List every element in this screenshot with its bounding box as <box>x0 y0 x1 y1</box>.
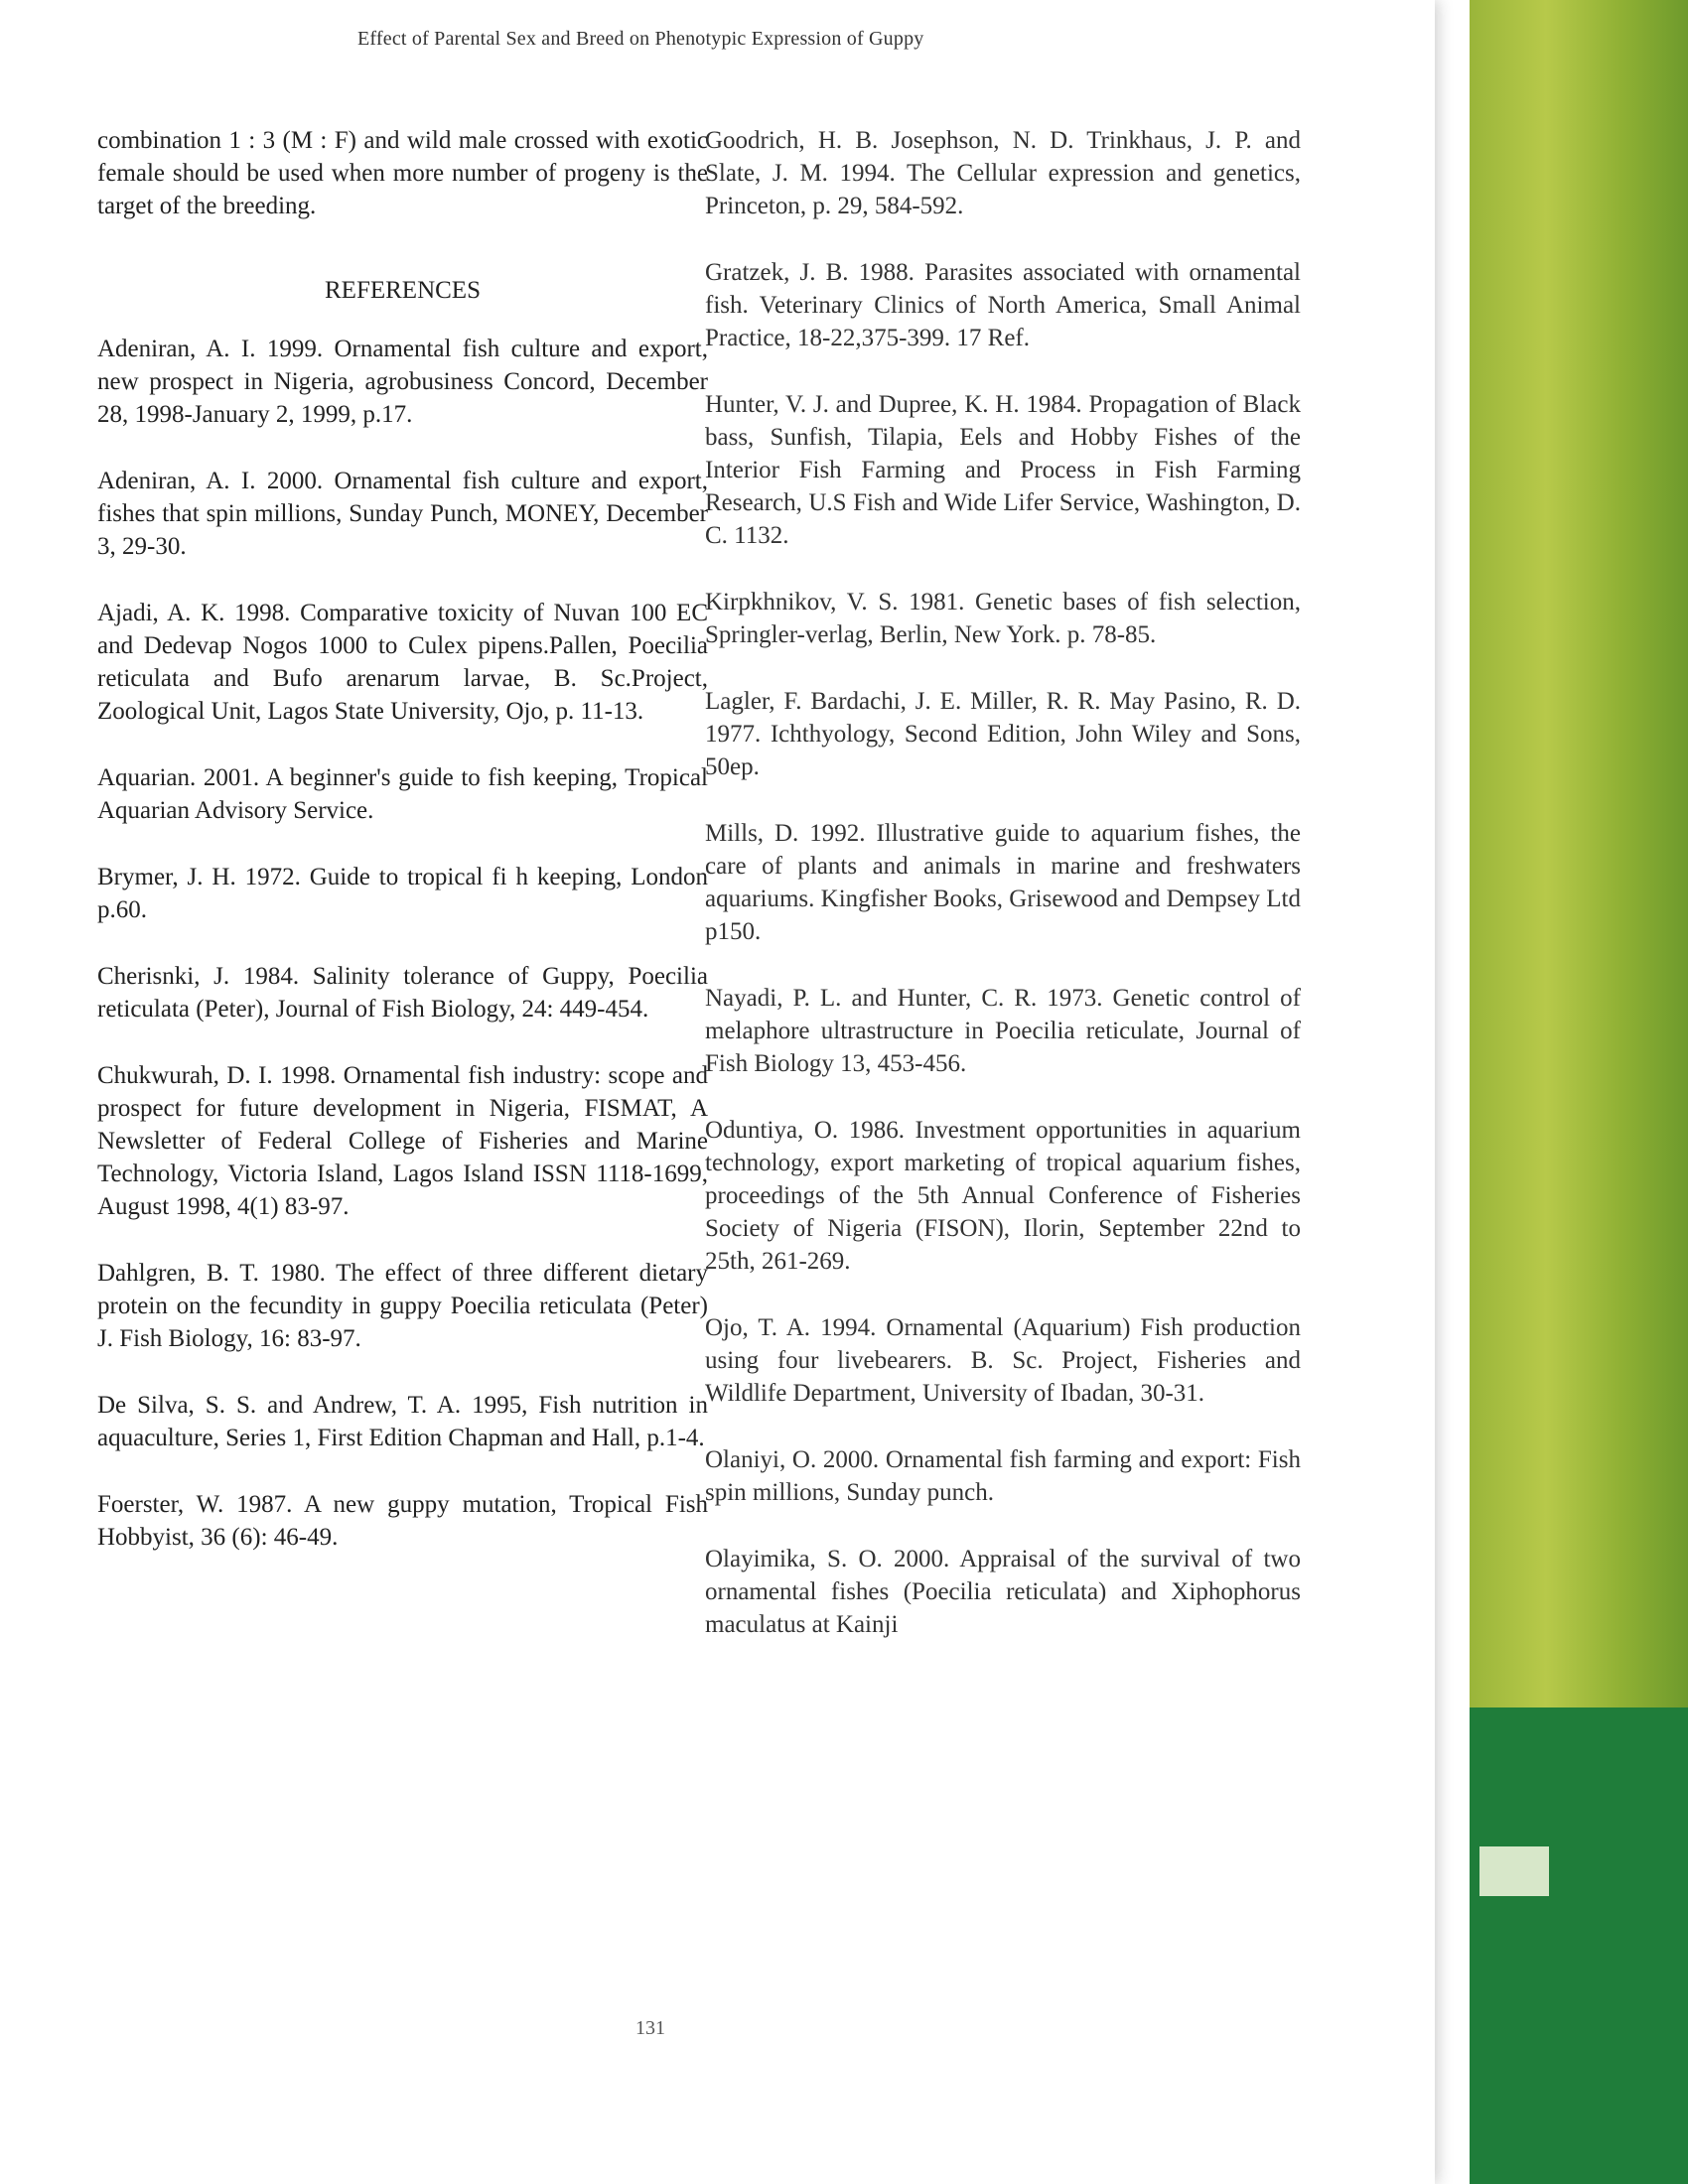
journal-cover-tab <box>1479 1846 1549 1896</box>
reference-entry: Oduntiya, O. 1986. Investment opportunities in aquarium technology, export marketing of tropical aquarium fishes, proceedings of the 5th Annual Conference of Fisheries Society of Nigeria (FISON), Ilorin, September 22nd to 25th, 261-269. <box>705 1117 1301 1275</box>
page-number: 131 <box>635 2017 665 2039</box>
running-head: Effect of Parental Sex and Breed on Phenotypic Expression of Guppy <box>357 28 924 50</box>
reference-entry: Ojo, T. A. 1994. Ornamental (Aquarium) Fish production using four livebearers. B. Sc. Project, Fisheries and Wildlife Department, University of Ibadan, 30-31. <box>705 1314 1301 1407</box>
reference-entry: Dahlgren, B. T. 1980. The effect of three different dietary protein on the fecundity in guppy Poecilia reticulata (Peter) J. Fish Biology, 16: 83-97. <box>97 1260 708 1352</box>
reference-entry: Adeniran, A. I. 2000. Ornamental fish culture and export, fishes that spin millions, Sunday Punch, MONEY, December 3, 29-30. <box>97 468 708 560</box>
intro-paragraph: combination 1 : 3 (M : F) and wild male crossed with exotic female should be used when more number of progeny is the target of the breeding. <box>97 127 708 219</box>
reference-entry: Gratzek, J. B. 1988. Parasites associated with ornamental fish. Veterinary Clinics of North America, Small Animal Practice, 18-22,375-399. 17 Ref. <box>705 259 1301 351</box>
references-heading: REFERENCES <box>325 277 481 304</box>
reference-entry: Aquarian. 2001. A beginner's guide to fish keeping, Tropical Aquarian Advisory Service. <box>97 764 708 824</box>
reference-entry: Mills, D. 1992. Illustrative guide to aquarium fishes, the care of plants and animals in marine and freshwaters aquariums. Kingfisher Books, Grisewood and Dempsey Ltd p150. <box>705 820 1301 945</box>
reference-entry: Kirpkhnikov, V. S. 1981. Genetic bases of fish selection, Springler-verlag, Berlin, New York. p. 78-85. <box>705 589 1301 648</box>
reference-entry: Hunter, V. J. and Dupree, K. H. 1984. Propagation of Black bass, Sunfish, Tilapia, Eels and Hobby Fishes of the Interior Fish Farming and Process in Fish Farming Research, U.S Fish and Wide Lifer Service, Washington, D. C. 1132. <box>705 391 1301 549</box>
reference-entry: Olayimika, S. O. 2000. Appraisal of the survival of two ornamental fishes (Poecilia reticulata) and Xiphophorus maculatus at Kainji <box>705 1546 1301 1638</box>
left-column <box>97 124 708 1587</box>
reference-entry: De Silva, S. S. and Andrew, T. A. 1995, Fish nutrition in aquaculture, Series 1, First Edition Chapman and Hall, p.1-4. <box>97 1392 708 1451</box>
reference-entry: Olaniyi, O. 2000. Ornamental fish farming and export: Fish spin millions, Sunday punch. <box>705 1446 1301 1506</box>
reference-entry: Chukwurah, D. I. 1998. Ornamental fish industry: scope and prospect for future development in Nigeria, FISMAT, A Newsletter of Federal College of Fisheries and Marine Technology, Victoria Island, Lagos Island ISSN 1118-1699, August 1998, 4(1) 83-97. <box>97 1062 708 1220</box>
reference-entry: Brymer, J. H. 1972. Guide to tropical fi h keeping, London p.60. <box>97 864 708 923</box>
right-column <box>705 124 1301 1675</box>
reference-entry: Ajadi, A. K. 1998. Comparative toxicity of Nuvan 100 EC and Dedevap Nogos 1000 to Culex pipens.Pallen, Poecilia reticulata and Bufo arenarum larvae, B. Sc.Project, Zoological Unit, Lagos State University, Ojo, p. 11-13. <box>97 600 708 725</box>
reference-entry: Cherisnki, J. 1984. Salinity tolerance of Guppy, Poecilia reticulata (Peter), Journal of Fish Biology, 24: 449-454. <box>97 963 708 1023</box>
reference-entry: Lagler, F. Bardachi, J. E. Miller, R. R. May Pasino, R. D. 1977. Ichthyology, Second Edition, John Wiley and Sons, 50ep. <box>705 688 1301 780</box>
reference-entry: Adeniran, A. I. 1999. Ornamental fish culture and export, new prospect in Nigeria, agrobusiness Concord, December 28, 1998-January 2, 1999, p.17. <box>97 336 708 428</box>
reference-entry: Goodrich, H. B. Josephson, N. D. Trinkhaus, J. P. and Slate, J. M. 1994. The Cellular expression and genetics, Princeton, p. 29, 584-592. <box>705 127 1301 219</box>
reference-entry: Foerster, W. 1987. A new guppy mutation, Tropical Fish Hobbyist, 36 (6): 46-49. <box>97 1491 708 1551</box>
reference-entry: Nayadi, P. L. and Hunter, C. R. 1973. Genetic control of melaphore ultrastructure in Poecilia reticulate, Journal of Fish Biology 13, 453-456. <box>705 985 1301 1077</box>
journal-cover-dark-band <box>1470 1707 1688 2184</box>
